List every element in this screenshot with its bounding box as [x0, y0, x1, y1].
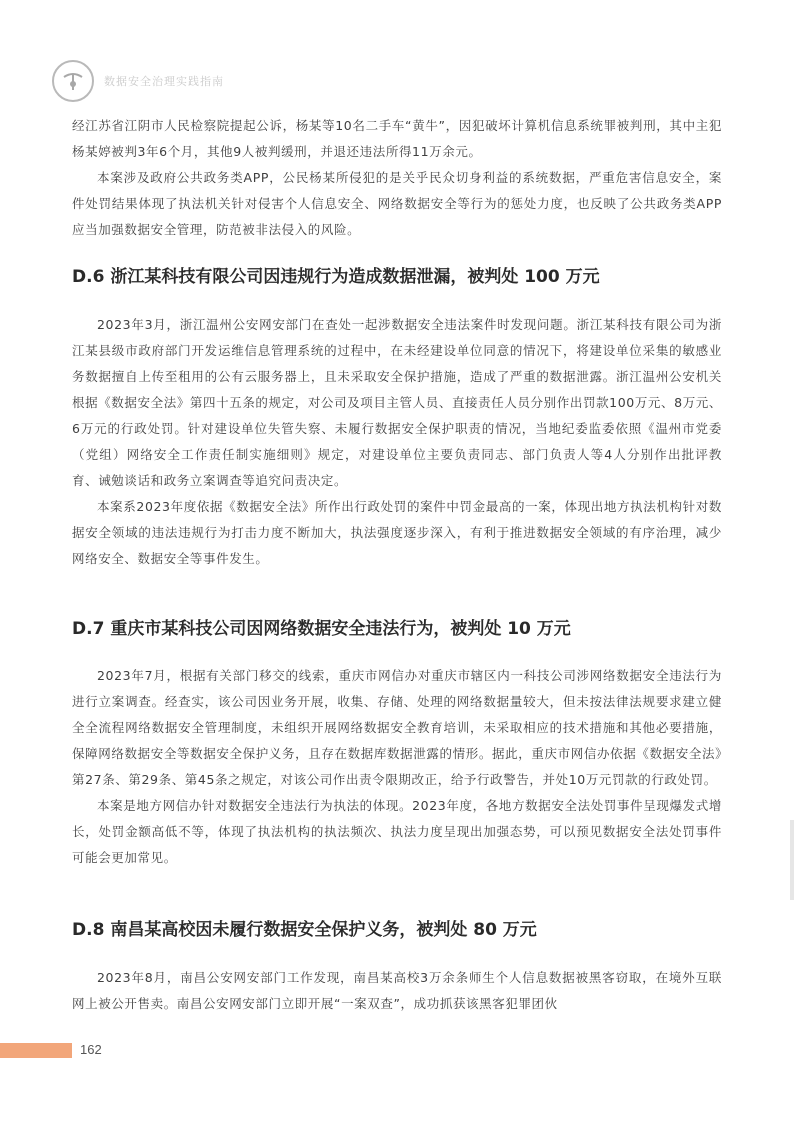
section-heading-d8: D.8 南昌某高校因未履行数据安全保护义务，被判处 80 万元 [72, 920, 537, 940]
book-logo-icon [52, 60, 94, 102]
paragraph: 本案是地方网信办针对数据安全违法行为执法的体现。2023年度，各地方数据安全法处罚事件呈现爆发式增长，处罚金额高低不等，体现了执法机构的执法频次、执法力度呈现出加强态势，可以预见数据安全法处罚事件可能会更加常见。 [72, 798, 722, 865]
intro-block [72, 113, 722, 243]
running-header-title: 数据安全治理实践指南 [104, 75, 224, 88]
paragraph: 2023年7月，根据有关部门移交的线索，重庆市网信办对重庆市辖区内一科技公司涉网络数据安全违法行为进行立案调查。经查实，该公司因业务开展，收集、存储、处理的网络数据量较大，但未按法律法规要求建立健全全流程网络数据安全管理制度，未组织开展网络数据安全教育培训，未采取相应的技术措施和其他必要措施，保障网络数据安全等数据安全保护义务，且存在数据库数据泄露的情形。据此，重庆市网信办依据《数据安全法》第27条、第29条、第45条之规定，对该公司作出责令限期改正，给予行政警告，并处10万元罚款的行政处罚。 [72, 668, 722, 787]
footer-accent-bar [0, 1043, 72, 1058]
section-d6-body [72, 312, 722, 572]
paragraph: 2023年8月，南昌公安网安部门工作发现，南昌某高校3万余条师生个人信息数据被黑客窃取，在境外互联网上被公开售卖。南昌公安网安部门立即开展“一案双查”，成功抓获该黑客犯罪团伙 [72, 970, 722, 1011]
page-edge-divider [790, 820, 794, 900]
section-heading-d7: D.7 重庆市某科技公司因网络数据安全违法行为，被判处 10 万元 [72, 619, 571, 639]
section-heading-d6: D.6 浙江某科技有限公司因违规行为造成数据泄漏，被判处 100 万元 [72, 267, 600, 287]
paragraph: 2023年3月，浙江温州公安网安部门在查处一起涉数据安全违法案件时发现问题。浙江某科技有限公司为浙江某县级市政府部门开发运维信息管理系统的过程中，在未经建设单位同意的情况下，将建设单位采集的敏感业务数据擅自上传至租用的公有云服务器上，且未采取安全保护措施，造成了严重的数据泄露。浙江温州公安机关根据《数据安全法》第四十五条的规定，对公司及项目主管人员、直接责任人员分别作出罚款100万元、8万元、6万元的行政处罚。针对建设单位失管失察、未履行数据安全保护职责的情况，当地纪委监委依照《温州市党委（党组）网络安全工作责任制实施细则》规定，对建设单位主要负责同志、部门负责人等4人分别作出批评教育、诫勉谈话和政务立案调查等追究问责决定。 [72, 317, 722, 488]
section-d8-body [72, 965, 722, 1017]
page-number: 162 [80, 1042, 102, 1057]
paragraph: 本案系2023年度依据《数据安全法》所作出行政处罚的案件中罚金最高的一案，体现出地方执法机构针对数据安全领域的违法违规行为打击力度不断加大，执法强度逐步深入，有利于推进数据安全领域的有序治理，减少网络安全、数据安全等事件发生。 [72, 499, 722, 566]
section-d7-body [72, 663, 722, 871]
paragraph: 经江苏省江阴市人民检察院提起公诉，杨某等10名二手车“黄牛”，因犯破坏计算机信息系统罪被判刑，其中主犯杨某婷被判3年6个月，其他9人被判缓刑，并退还违法所得11万余元。 [72, 118, 722, 159]
paragraph: 本案涉及政府公共政务类APP，公民杨某所侵犯的是关乎民众切身利益的系统数据，严重危害信息安全，案件处罚结果体现了执法机关针对侵害个人信息安全、网络数据安全等行为的惩处力度，也反映了公共政务类APP应当加强数据安全管理，防范被非法侵入的风险。 [72, 170, 722, 237]
